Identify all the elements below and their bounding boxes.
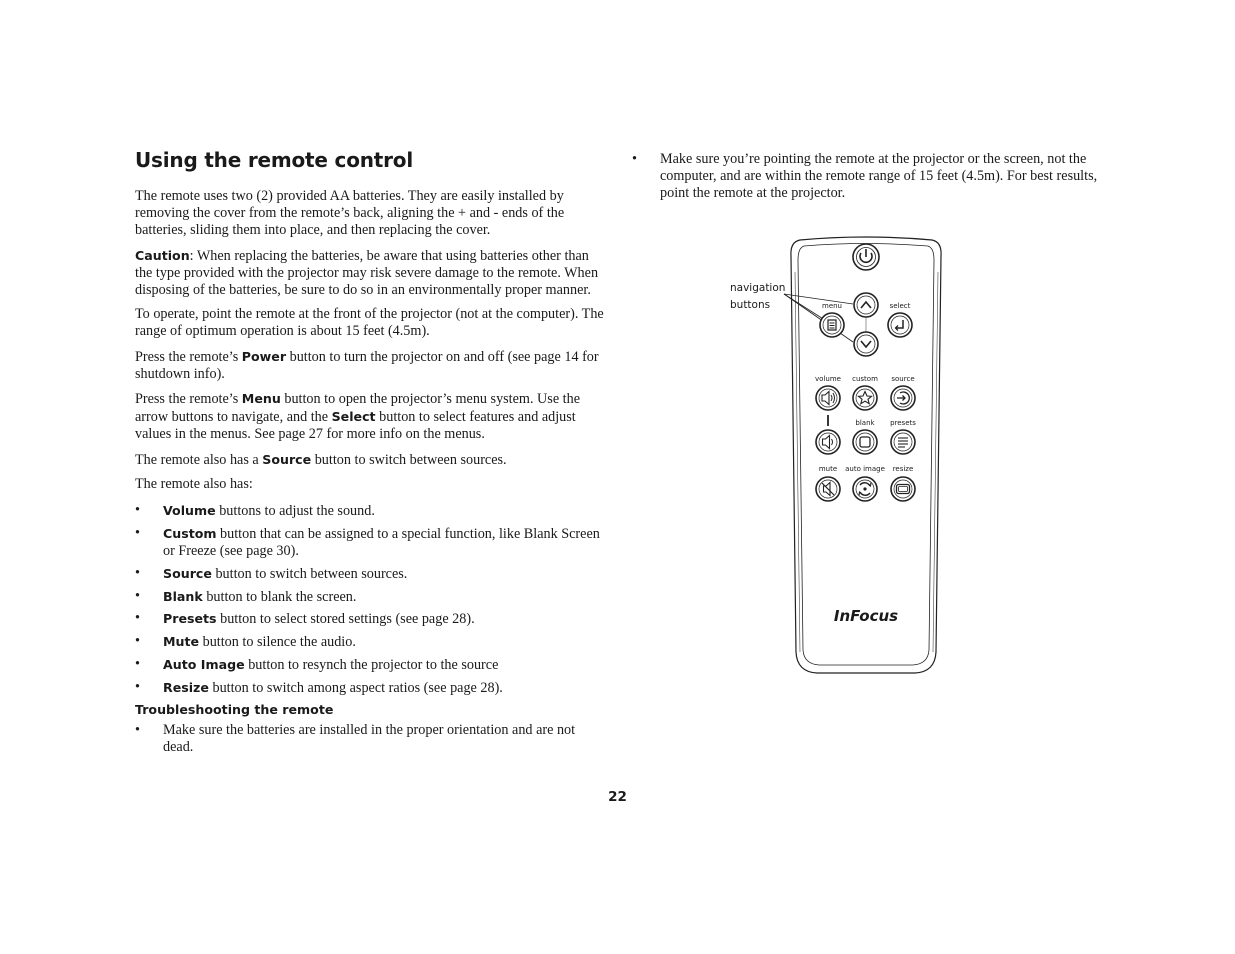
bullet: • (135, 587, 140, 604)
bullet: • (135, 656, 140, 673)
feature-key: Blank (163, 588, 203, 604)
page-title: Using the remote control (135, 148, 413, 172)
label-blank: blank (855, 419, 875, 427)
text-fragment: button to turn the projector on and off (see page 14 for shutdown info). (135, 348, 599, 382)
resize-button-icon (891, 477, 915, 501)
label-auto-image: auto image (845, 465, 885, 473)
presets-button-icon (891, 430, 915, 454)
menu-button-icon (820, 313, 844, 337)
paragraph-caution (135, 247, 605, 300)
select-key: Select (331, 409, 376, 425)
paragraph-operate: To operate, point the remote at the front of the projector (not at the computer). The range of optimum operation is about 15 feet (4.5m). (135, 306, 604, 340)
paragraph-power (135, 348, 605, 383)
feature-key: Volume (163, 503, 216, 519)
feature-list (135, 502, 605, 697)
paragraph-also-has: The remote also has: (135, 475, 253, 492)
troubleshooting-list (135, 722, 605, 756)
auto-image-button-icon (853, 477, 877, 501)
paragraph-source (135, 451, 605, 469)
remote-control-illustration (720, 232, 960, 682)
list-item (135, 588, 605, 606)
paragraph-menu (135, 390, 605, 444)
paragraph-batteries: The remote uses two (2) provided AA batteries. They are easily installed by removing the cover from the remote’s back, aligning the + and - ends of the batteries, sliding them into place, and then replacing the cover. (135, 188, 565, 239)
list-item (135, 679, 605, 697)
label-menu: menu (822, 302, 842, 310)
feature-key: Auto Image (163, 657, 245, 673)
page-number: 22 (608, 789, 627, 805)
bullet: • (135, 502, 140, 519)
troubleshooting-list-continued (632, 151, 1102, 203)
text-fragment: Press the remote’s (135, 348, 242, 365)
feature-key: Custom (163, 525, 217, 541)
mute-button-icon (816, 477, 840, 501)
callout-navigation: navigation (730, 282, 786, 294)
down-arrow-button-icon (854, 332, 878, 356)
bullet: • (632, 151, 637, 167)
feature-text: button to resynch the projector to the source (244, 657, 499, 674)
label-resize: resize (892, 465, 914, 473)
list-item (135, 565, 605, 583)
feature-text: buttons to adjust the sound. (215, 503, 375, 520)
caution-label: Caution (135, 247, 190, 263)
volume-down-button-icon (816, 430, 840, 454)
caution-text: : When replacing the batteries, be aware that using batteries other than the type provided with the projector may risk severe damage to the remote. When disposing of the batteries, be sure to do so in an environmentally proper manner. (135, 247, 599, 299)
volume-up-button-icon (816, 386, 840, 410)
bullet: • (135, 721, 140, 738)
label-mute: mute (818, 465, 838, 473)
list-item (632, 151, 1102, 203)
feature-key: Presets (163, 611, 217, 627)
list-item (135, 633, 605, 651)
label-custom: custom (852, 375, 878, 383)
menu-key: Menu (241, 391, 281, 407)
feature-key: Mute (163, 634, 200, 650)
feature-text: button to silence the audio. (199, 634, 356, 651)
blank-button-icon (853, 430, 877, 454)
troubleshooting-heading: Troubleshooting the remote (135, 701, 334, 717)
text-fragment: button to open the projector’s menu system. Use the arrow buttons to navigate, and the (135, 391, 580, 426)
bullet: • (135, 610, 140, 627)
list-item (135, 722, 605, 756)
custom-star-button-icon (853, 386, 877, 410)
power-button-icon (853, 244, 879, 270)
up-arrow-button-icon (854, 293, 878, 317)
bullet: • (135, 524, 140, 541)
bullet: • (135, 633, 140, 650)
feature-key: Source (163, 565, 212, 581)
feature-key: Resize (163, 679, 209, 695)
power-key: Power (241, 348, 287, 364)
feature-text: button to select stored settings (see page 28). (216, 611, 475, 628)
label-source: source (891, 375, 915, 383)
left-column (135, 148, 605, 761)
troubleshooting-text: Make sure you’re pointing the remote at the projector or the screen, not the computer, and are within the remote range of 15 feet (4.5m). For best results, point the remote at the projector. (660, 151, 1098, 202)
source-key: Source (262, 451, 312, 467)
bullet: • (135, 678, 140, 695)
feature-text: button to switch between sources. (211, 565, 408, 582)
feature-text: button to blank the screen. (202, 588, 357, 605)
label-select: select (889, 302, 911, 310)
source-button-icon (891, 386, 915, 410)
list-item (135, 610, 605, 628)
label-volume: volume (815, 375, 841, 383)
label-presets: presets (890, 419, 916, 427)
feature-text: button to switch among aspect ratios (see page 28). (208, 679, 503, 696)
feature-text: button that can be assigned to a special function, like Blank Screen or Freeze (see page 30). (163, 525, 600, 560)
text-fragment: Press the remote’s (135, 391, 242, 408)
text-fragment: button to switch between sources. (311, 451, 507, 468)
text-fragment: The remote also has a (135, 451, 263, 468)
troubleshooting-text: Make sure the batteries are installed in the proper orientation and are not dead. (163, 721, 576, 755)
brand-logo: InFocus (833, 607, 899, 625)
text-fragment: button to select features and adjust values in the menus. See page 27 for more info on the menus. (135, 409, 576, 443)
select-button-icon (888, 313, 912, 337)
bullet: • (135, 564, 140, 581)
list-item (135, 502, 605, 520)
callout-buttons: buttons (730, 299, 771, 311)
right-column (632, 151, 1102, 207)
list-item (135, 656, 605, 674)
list-item (135, 525, 605, 560)
